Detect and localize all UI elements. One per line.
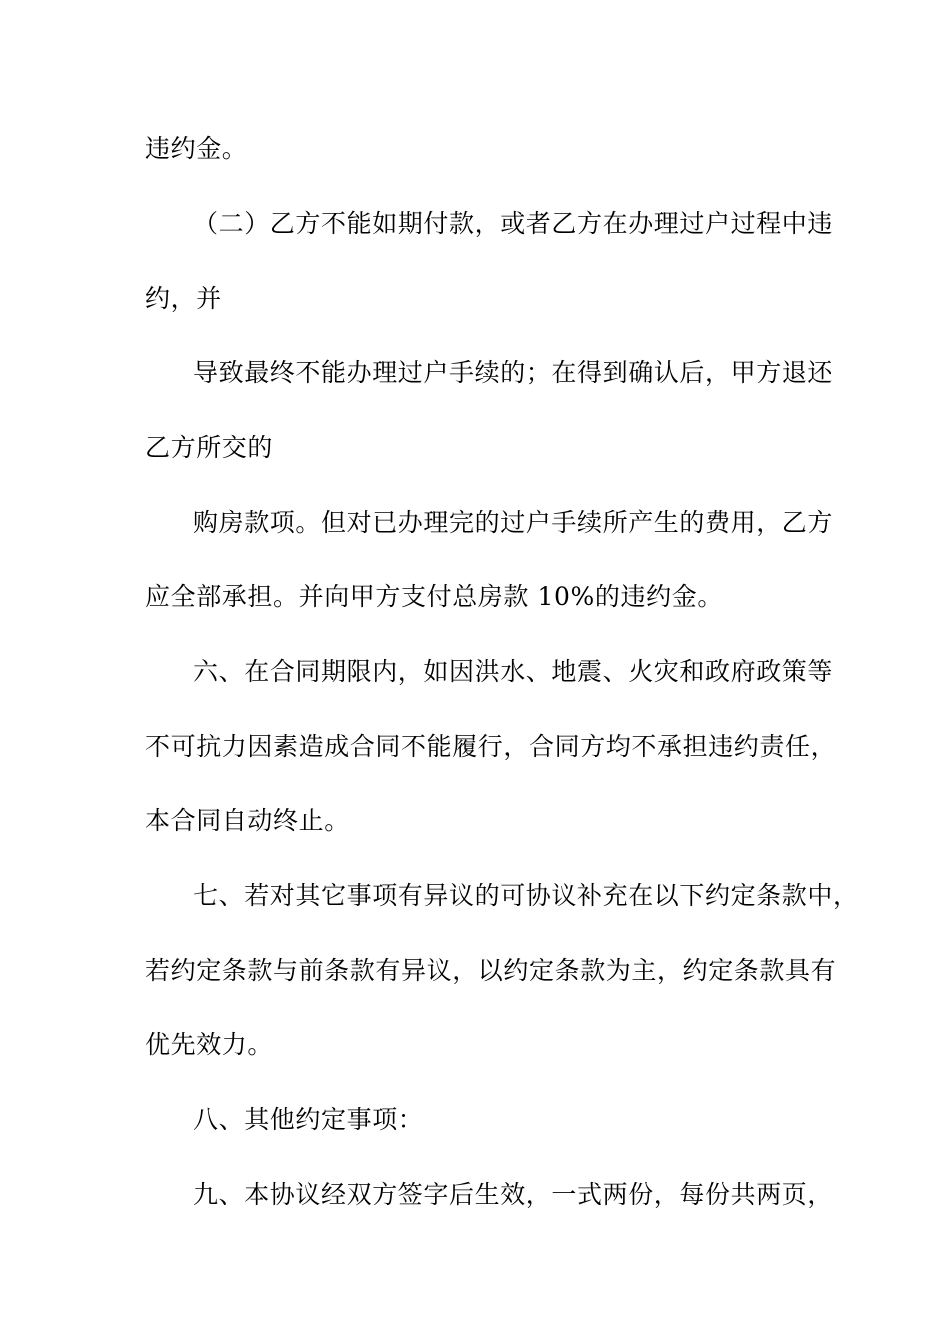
text-line: 六、在合同期限内，如因洪水、地震、火灾和政府政策等 (193, 657, 834, 686)
text-line: 七、若对其它事项有异议的可协议补充在以下约定条款中， (193, 881, 859, 910)
text-line: 八、其他约定事项： (193, 1105, 424, 1134)
text-line: 乙方所交的 (145, 433, 274, 462)
text-line: （二）乙方不能如期付款，或者乙方在办理过户过程中违 (193, 209, 834, 238)
text-line: 本合同自动终止。 (145, 806, 350, 835)
text-line: 约，并 (145, 284, 222, 313)
text-line: 不可抗力因素造成合同不能履行，合同方均不承担违约责任， (145, 732, 837, 761)
text-line: 违约金。 (145, 134, 248, 163)
text-line: 优先效力。 (145, 1030, 274, 1059)
text-line: 若约定条款与前条款有异议，以约定条款为主，约定条款具有 (145, 956, 837, 985)
text-line: 应全部承担。并向甲方支付总房款 10%的违约金。 (145, 582, 723, 611)
text-line: 购房款项。但对已办理完的过户手续所产生的费用，乙方 (193, 508, 834, 537)
text-line: 九、本协议经双方签字后生效，一式两份，每份共两页， (193, 1180, 834, 1209)
text-line: 导致最终不能办理过户手续的；在得到确认后，甲方退还 (193, 358, 834, 387)
